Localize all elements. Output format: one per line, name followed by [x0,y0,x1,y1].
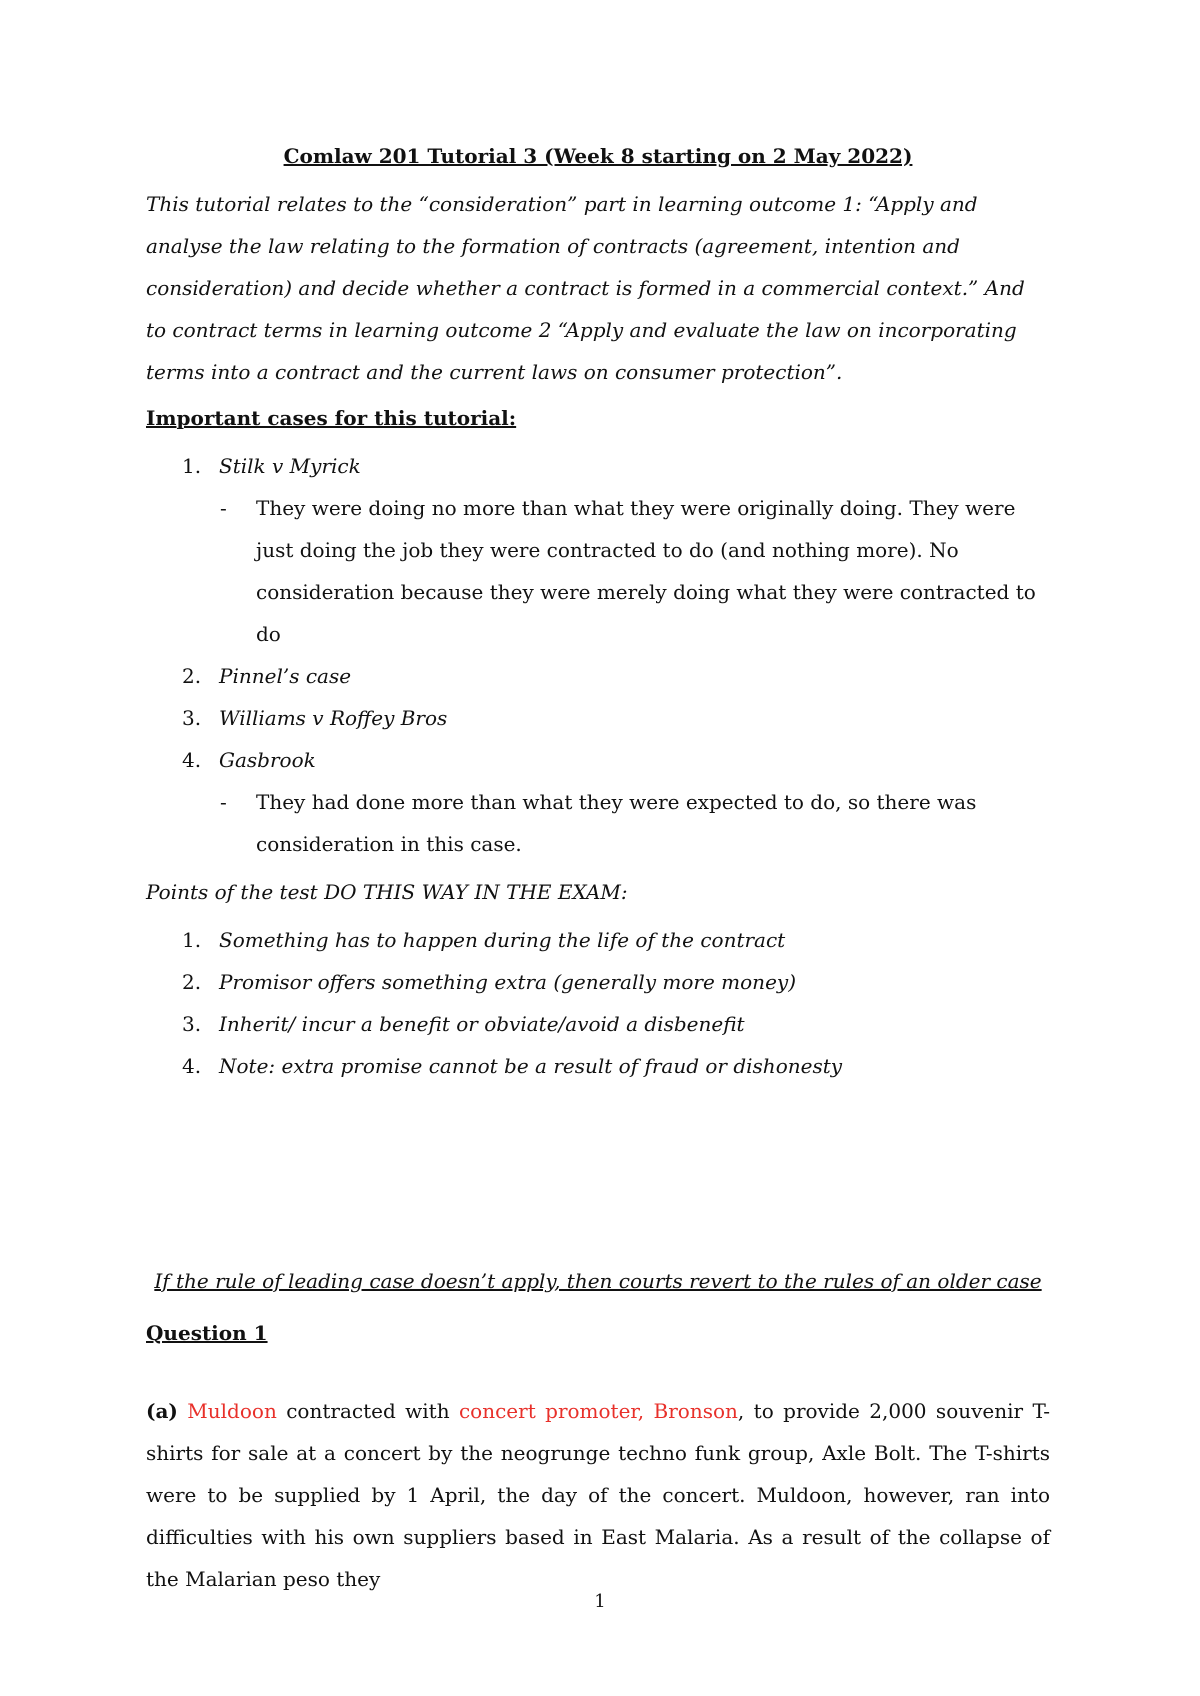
dash-bullet: - [220,496,227,520]
list-item [146,697,1050,739]
list-number: 1. [182,928,202,952]
question-label: (a) [146,1399,178,1423]
points-list [146,919,1050,1087]
dash-bullet: - [220,790,227,814]
question-text: , to provide 2,000 souvenir T-shirts for sale at a concert by the neogrunge techno funk group, Axle Bolt. The T-shirts were to be supplied by 1 April, the day of the concert. Muldoon, however, ran into difficulties with his own suppliers based in East Malaria. As a result of the collapse of the Malarian peso they [146,1399,1050,1591]
list-number: 2. [182,970,202,994]
document-title: Comlaw 201 Tutorial 3 (Week 8 starting on 2 May 2022) [283,144,913,168]
points-heading: Points of the test DO THIS WAY IN THE EXAM: [146,880,628,904]
cases-heading: Important cases for this tutorial: [146,406,517,430]
party-name-muldoon: Muldoon [187,1399,277,1423]
list-item [146,961,1050,1003]
list-item [146,655,1050,697]
case-name: Gasbrook [219,748,316,772]
case-name: Stilk v Myrick [219,454,361,478]
list-item [146,1045,1050,1087]
point-text: Note: extra promise cannot be a result of fraud or dishonesty [219,1054,843,1078]
question-title: Question 1 [146,1321,268,1345]
list-number: 2. [182,664,202,688]
cases-list [146,445,1050,865]
list-number: 4. [182,1054,202,1078]
list-number: 3. [182,1012,202,1036]
party-name-bronson: concert promoter, Bronson [458,1399,738,1423]
list-item [146,445,1050,655]
list-number: 3. [182,706,202,730]
point-text: Something has to happen during the life of the contract [219,928,786,952]
case-note: They had done more than what they were expected to do, so there was consideration in this case. [256,790,977,856]
list-number: 1. [182,454,202,478]
list-number: 4. [182,748,202,772]
list-item [146,739,1050,865]
rule-note: If the rule of leading case doesn’t apply, then courts revert to the rules of an older case [154,1269,1042,1293]
page-number: 1 [594,1591,606,1612]
case-name: Williams v Roffey Bros [219,706,448,730]
case-note: They were doing no more than what they were originally doing. They were just doing the job they were contracted to do (and nothing more). No consideration because they were merely doing what they were contracted to do [256,496,1036,646]
case-name: Pinnel’s case [219,664,352,688]
question-body [146,1390,1050,1600]
point-text: Promisor offers something extra (generally more money) [219,970,797,994]
question-text: contracted with [276,1399,459,1423]
intro-paragraph: This tutorial relates to the “consideration” part in learning outcome 1: “Apply and analyse the law relating to the formation of contracts (agreement, intention and consideration) and decide whether a contract is formed in a commercial context.” And to contract terms in learning outcome 2 “Apply and evaluate the law on incorporating terms into a contract and the current laws on consumer protection”. [146,192,1025,384]
list-item [146,1003,1050,1045]
point-text: Inherit/ incur a benefit or obviate/avoid a disbenefit [219,1012,745,1036]
list-item [146,919,1050,961]
